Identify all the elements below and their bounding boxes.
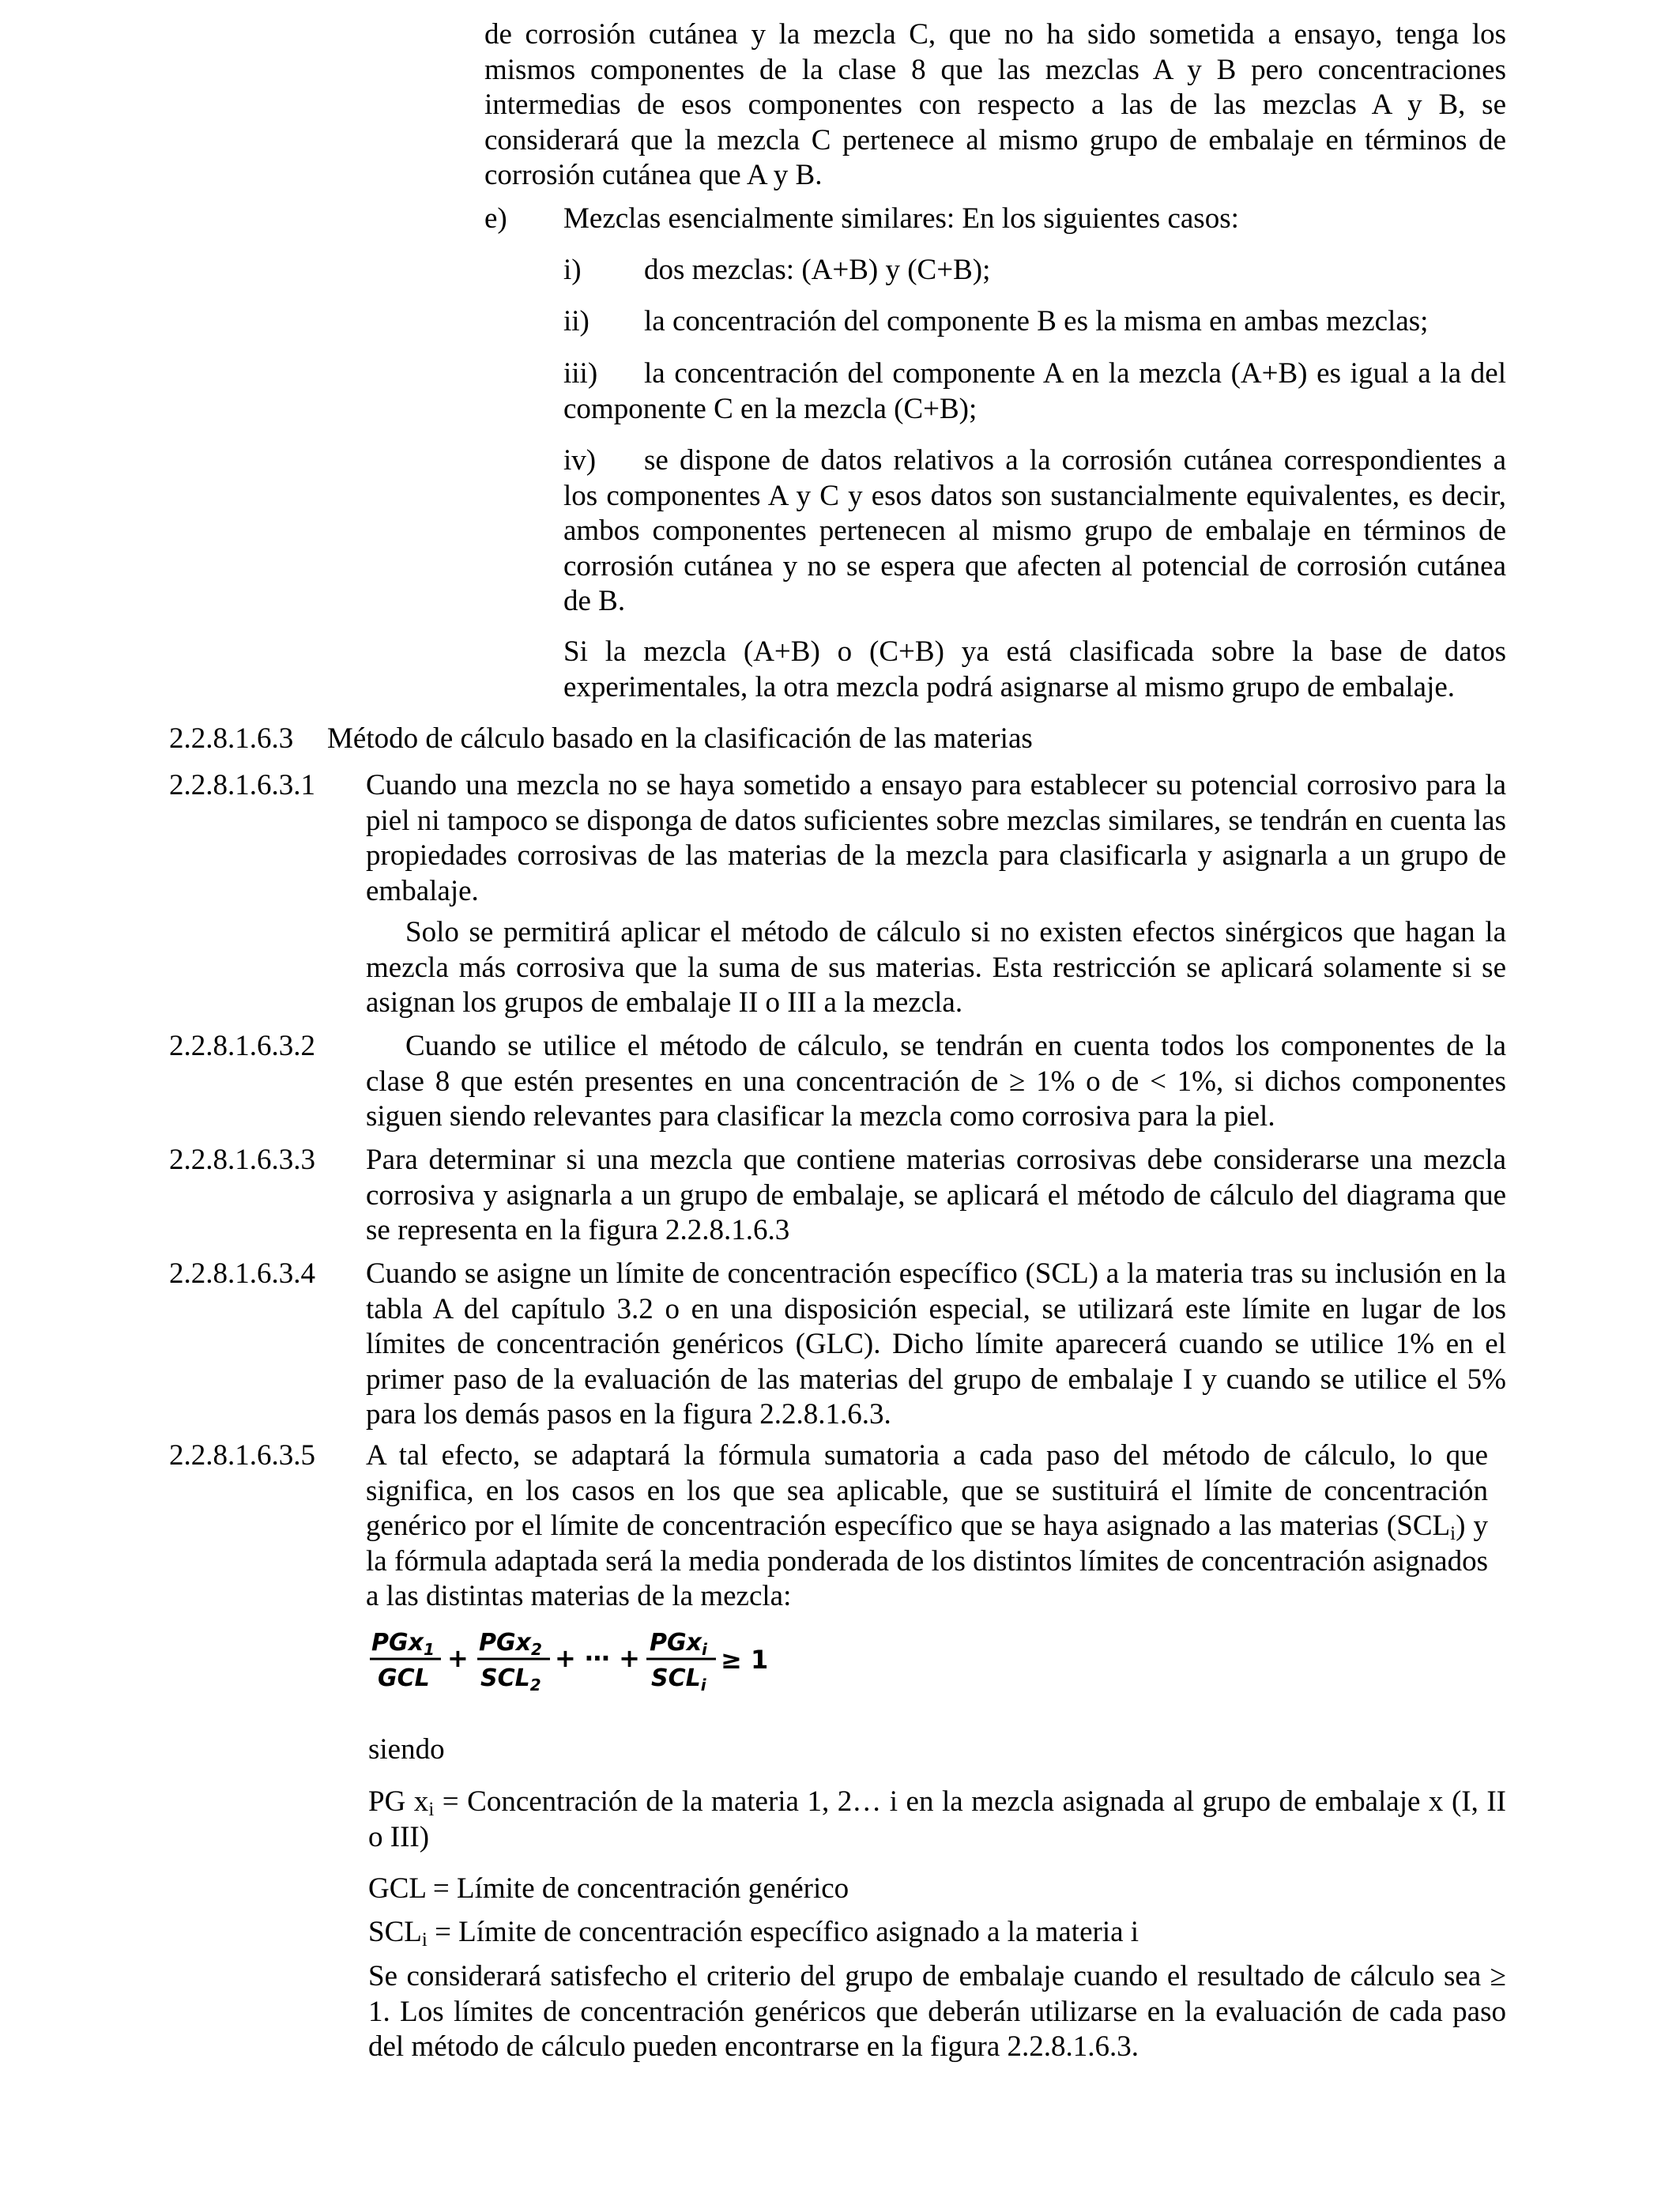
def3-sub: i (421, 1929, 428, 1951)
subitem-iii-text: la concentración del componente A en la mezcla (A+B) es igual a la del componente C en la mezcla (C+B); (563, 357, 1506, 425)
s1-number: 2.2.8.1.6.3.1 (169, 769, 315, 801)
formula-num1: PGx$_1$ (371, 1629, 435, 1659)
formula-plus-1: + (447, 1643, 469, 1673)
subitem-iii (563, 356, 1506, 427)
formula-relation: ≥ 1 (721, 1645, 769, 1675)
definition-scl (368, 1915, 1139, 1951)
def1-text: = Concentración de la materia 1, 2… i en la mezcla asignada al grupo de embalaje x (I, II o III) (368, 1785, 1506, 1853)
s5-paragraph (366, 1438, 1488, 1615)
subitem-iv-text: se dispone de datos relativos a la corrosión cutánea correspondientes a los componentes A y C y esos datos son sustancialmente equivalentes, es decir, ambos componentes pertenecen al mismo grupo de embalaje en términos de corrosión cutánea y no se espera que afecten al potencial de corrosión cutánea de B. (563, 444, 1506, 617)
subitem-ii-text: la concentración del componente B es la misma en ambas mezclas; (644, 305, 1429, 337)
subitem-iii-label: iii) (563, 357, 598, 390)
subitem-iv-label: iv) (563, 444, 597, 477)
s5-text-b: ) y la fórmula adaptada será la media ponderada de los distintos límites de concentración asignados a las distintas materias de la mezcla: (366, 1510, 1488, 1612)
definition-pgx (368, 1785, 1506, 1855)
subitem-i-text: dos mezclas: (A+B) y (C+B); (644, 254, 991, 286)
conclusion-paragraph: Se considerará satisfecho el criterio del grupo de embalaje cuando el resultado de cálculo sea ≥ 1. Los límites de concentración genéricos que deberán utilizarse en la evaluación de cada paso del método de cálculo pueden encontrarse en la figura 2.2.8.1.6.3. (368, 1960, 1506, 2063)
siendo-label: siendo (368, 1733, 445, 1766)
s5-text-a: A tal efecto, se adaptará la fórmula sumatoria a cada paso del método de cálculo, lo que significa, en los casos en los que sea aplicable, que se sustituirá el límite de concentración genérico por el límite de concentración específico que se haya asignado a las materias (SCL (366, 1439, 1488, 1542)
def1-sub: i (428, 1799, 435, 1820)
formula-num2: PGx$_2$ (479, 1629, 542, 1659)
def3-text: = Límite de concentración específico asignado a la materia i (427, 1916, 1139, 1948)
subitem-i (563, 253, 1506, 288)
s3-paragraph: Para determinar si una mezcla que contiene materias corrosivas debe considerarse una mezcla corrosiva y asignarla a un grupo de embalaje, se aplicará el método de cálculo del diagrama que se representa en la figura 2.2.8.1.6.3 (366, 1144, 1506, 1246)
formula-den1: GCL (378, 1664, 430, 1692)
item-e-closing: Si la mezcla (A+B) o (C+B) ya está clasificada sobre la base de datos experimentales, la otra mezcla podrá asignarse al mismo grupo de embalaje. (563, 635, 1506, 703)
s3-number: 2.2.8.1.6.3.3 (169, 1144, 315, 1176)
s1-paragraph: Cuando una mezcla no se haya sometido a ensayo para establecer su potencial corrosivo para la piel ni tampoco se disponga de datos suficientes sobre mezclas similares, se tendrán en cuenta las propiedades corrosivas de las materias de la mezcla para clasificarla y asignarla a un grupo de embalaje. (366, 769, 1506, 907)
formula-den3: $SCL_i$ (651, 1664, 706, 1695)
definition-gcl: GCL = Límite de concentración genérico (368, 1872, 849, 1905)
s5-sub-i: i (1450, 1523, 1456, 1544)
s4-paragraph: Cuando se asigne un límite de concentración específico (SCL) a la materia tras su inclusión en la tabla A del capítulo 3.2 o en una disposición especial, se utilizará este límite en lugar de los límites de concentración genéricos (GLC). Dicho límite aparecerá cuando se utilice 1% en el primer paso de la evaluación de las materias del grupo de embalaje I y cuando se utilice el 5% para los demás pasos en la figura 2.2.8.1.6.3. (366, 1257, 1506, 1431)
s5-number: 2.2.8.1.6.3.5 (169, 1439, 315, 1472)
s1-paragraph-2: Solo se permitirá aplicar el método de cálculo si no existen efectos sinérgicos que hagan la mezcla más corrosiva que la suma de sus materias. Esta restricción se aplicará solamente si se asignan los grupos de embalaje II o III a la mezcla. (366, 916, 1506, 1019)
formula-num3: PGx$_i$ (650, 1629, 707, 1659)
item-e (484, 202, 1506, 237)
formula-ellipsis: + ⋯ + (555, 1643, 640, 1673)
def3-term: SCL (368, 1916, 422, 1948)
def1-term: PG x (368, 1785, 429, 1818)
s2-number: 2.2.8.1.6.3.2 (169, 1030, 315, 1062)
subitem-ii-label: ii) (563, 305, 590, 337)
s4-number: 2.2.8.1.6.3.4 (169, 1257, 315, 1290)
summation-formula (368, 1623, 779, 1697)
section-title: Método de cálculo basado en la clasificación de las materias (327, 722, 1033, 755)
item-e-label: e) (484, 202, 507, 235)
item-e-text: Mezclas esencialmente similares: En los siguientes casos: (563, 202, 1239, 235)
subitem-iv (563, 443, 1506, 620)
intro-paragraph: de corrosión cutánea y la mezcla C, que no ha sido sometida a ensayo, tenga los mismos componentes de la clase 8 que las mezclas A y B pero concentraciones intermedias de esos componentes con respecto a las de las mezclas A y B, se considerará que la mezcla C pertenece al mismo grupo de embalaje en términos de corrosión cutánea que A y B. (484, 18, 1506, 191)
formula-den2: $SCL_2$ (480, 1664, 541, 1695)
subitem-ii (563, 304, 1506, 340)
subitem-i-label: i) (563, 254, 582, 286)
section-number: 2.2.8.1.6.3 (169, 722, 294, 755)
s2-paragraph: Cuando se utilice el método de cálculo, se tendrán en cuenta todos los componentes de la clase 8 que estén presentes en una concentración de ≥ 1% o de < 1%, si dichos componentes siguen siendo relevantes para clasificar la mezcla como corrosiva para la piel. (366, 1030, 1506, 1133)
